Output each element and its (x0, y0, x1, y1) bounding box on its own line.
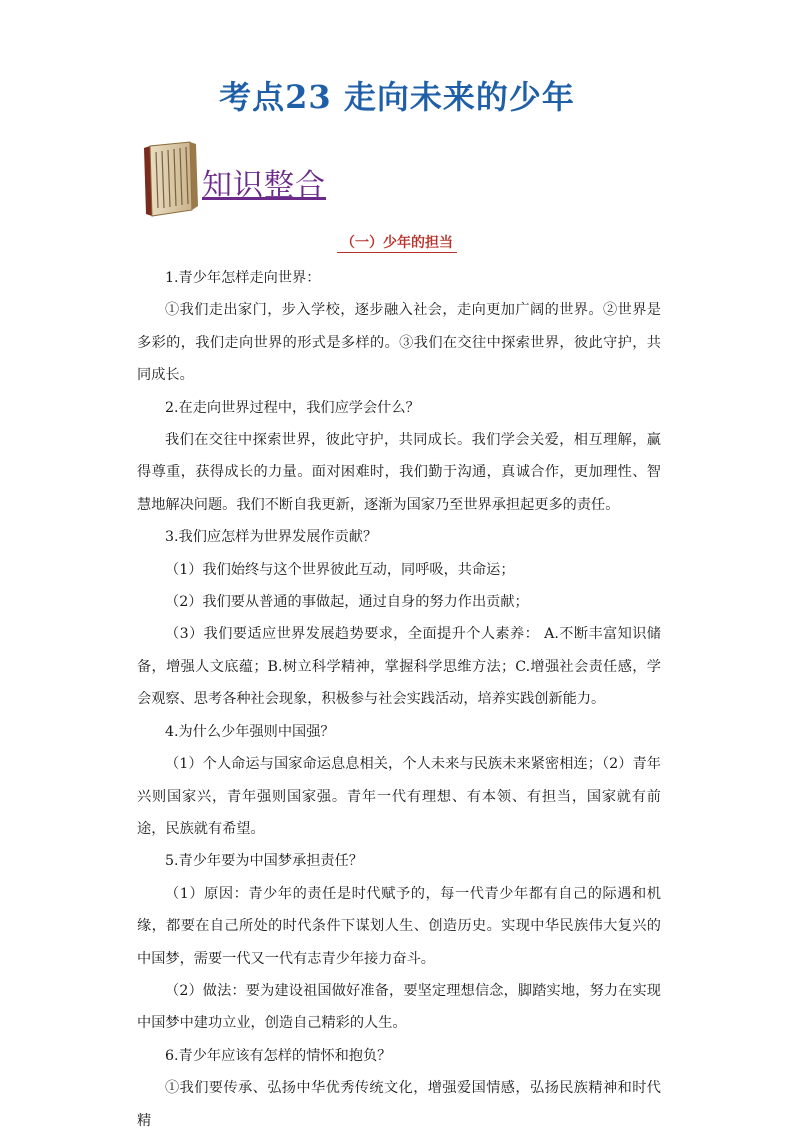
question-heading: 6.青少年应该有怎样的情怀和抱负？ (165, 1047, 392, 1064)
question-heading: 3.我们应怎样为世界发展作贡献？ (165, 529, 378, 546)
paragraph: （2）我们要从普通的事做起，通过自身的努力作出贡献； (165, 594, 529, 611)
paragraph: （1）我们始终与这个世界彼此互动，同呼吸，共命运； (165, 561, 515, 578)
question-heading: 4.为什么少年强则中国强？ (165, 723, 335, 740)
paragraph: （1）个人命运与国家命运息息相关，个人未来与民族未来紧密相连；（2）青年兴则国家兴，青年强则国家强。青年一代有理想、有本领、有担当，国家就有前途，民族就有希望。 (137, 756, 661, 837)
question-heading: 2.在走向世界过程中，我们应学会什么？ (165, 399, 420, 416)
banner-label: 知识整合 (202, 168, 326, 203)
paragraph: 我们在交往中探索世界，彼此守护，共同成长。我们学会关爱，相互理解，赢得尊重，获得成长的力量。面对困难时，我们勤于沟通，真诚合作，更加理性、智慧地解决问题。我们不断自我更新，逐渐为国家乃至世界承担起更多的责任。 (137, 432, 661, 513)
paragraph: （2）做法：要为建设祖国做好准备，要坚定理想信念，脚踏实地，努力在实现中国梦中建功立业，创造自己精彩的人生。 (137, 982, 661, 1032)
question-heading: 5.青少年要为中国梦承担责任？ (165, 853, 363, 870)
paragraph: ①我们要传承、弘扬中华优秀传统文化，增强爱国情感，弘扬民族精神和时代精 (137, 1080, 661, 1129)
section-heading (0, 232, 794, 252)
question-heading: 1.青少年怎样走向世界： (165, 270, 321, 286)
content-body (137, 262, 661, 1137)
page-title: 考点23 走向未来的少年 (219, 78, 575, 116)
paragraph: ①我们走出家门，步入学校，逐步融入社会，走向更加广阔的世界。②世界是多彩的，我们走向世界的形式是多样的。③我们在交往中探索世界，彼此守护，共同成长。 (137, 302, 661, 384)
book-icon (140, 138, 202, 218)
section-heading-text: （一）少年的担当 (337, 235, 457, 253)
paragraph: （1）原因：青少年的责任是时代赋予的，每一代青少年都有自己的际遇和机缘，都要在自己所处的时代条件下谋划人生、创造历史。实现中华民族伟大复兴的中国梦，需要一代又一代有志青少年接力奋斗。 (137, 885, 661, 967)
knowledge-banner (140, 138, 340, 218)
paragraph: （3）我们要适应世界发展趋势要求，全面提升个人素养： A.不断丰富知识储备，增强人文底蕴；B.树立科学精神，掌握科学思维方法；C.增强社会责任感，学会观察、思考各种社会现象，积极参与社会实践活动，培养实践创新能力。 (137, 626, 661, 708)
